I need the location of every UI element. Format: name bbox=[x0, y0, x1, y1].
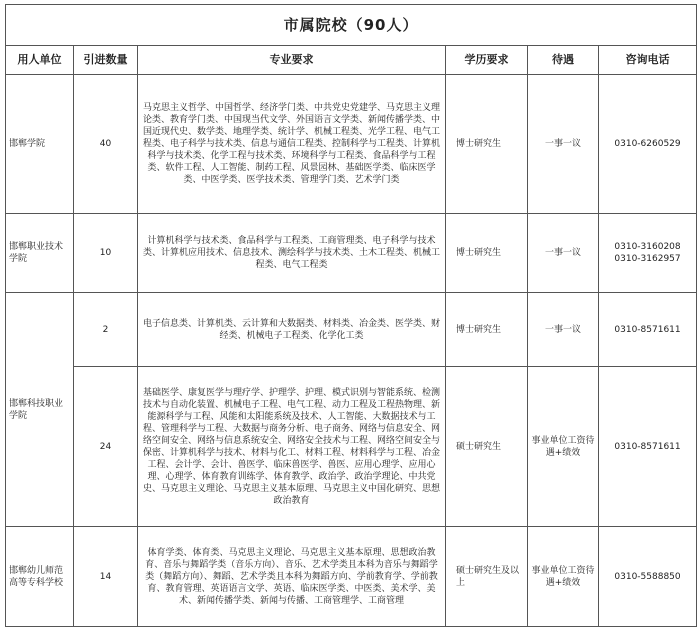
edu-cell: 硕士研究生 bbox=[446, 367, 528, 527]
count-cell: 10 bbox=[74, 214, 138, 293]
count-cell: 24 bbox=[74, 367, 138, 527]
benefit-cell: 事业单位工资待遇+绩效 bbox=[528, 527, 599, 627]
benefit-cell: 一事一议 bbox=[528, 293, 599, 367]
header-unit: 用人单位 bbox=[6, 46, 74, 75]
header-row bbox=[6, 46, 697, 75]
phone-cell: 0310-5588850 bbox=[599, 527, 697, 627]
benefit-cell: 事业单位工资待遇+绩效 bbox=[528, 367, 599, 527]
header-count: 引进数量 bbox=[74, 46, 138, 75]
benefit-cell: 一事一议 bbox=[528, 214, 599, 293]
unit-cell: 邯郸科技职业学院 bbox=[6, 293, 74, 527]
major-cell: 基础医学、康复医学与理疗学、护理学、护理、模式识别与智能系统、检测技术与自动化装置、机械电子工程、电气工程、动力工程及工程热物理、新能源科学与工程、风能和太阳能系统及技术、人工智能、大数据技术与工程、管理科学与工程、大数据与商务分析、电子商务、网络与信息安全、网络空间安全、网络与信息系统安全、网络安全技术与工程、网络空间安全与保密、计算机科学与技术、材料与化工、材料工程、材料科学与工程、冶金工程、会计学、会计、兽医学、临床兽医学、兽医、应用心理学、应用心理、心理学、体育教育训练学、体育教学、政治学、政治学理论、中共党史、马克思主义理论、马克思主义基本原理、马克思主义中国化研究、思想政治教育 bbox=[138, 367, 446, 527]
major-cell: 马克思主义哲学、中国哲学、经济学门类、中共党史党建学、马克思主义理论类、教育学门类、中国现当代文学、外国语言文学类、新闻传播学类、中国近现代史、数学类、地理学类、统计学、机械工程类、光学工程、电气工程类、电子科学与技术类、信息与通信工程类、控制科学与工程类、计算机科学与技术类、化学工程与技术类、环境科学与工程类、食品科学与工程类、软件工程、人工智能、制药工程、风景园林、基础医学类、临床医学类、中医学类、医学技术类、管理学门类、艺术学门类 bbox=[138, 75, 446, 214]
table-row bbox=[6, 367, 697, 527]
major-cell: 体育学类、体育类、马克思主义理论、马克思主义基本原理、思想政治教育、音乐与舞蹈学类（音乐方向）、音乐、艺术学类且本科为音乐与舞蹈学类（舞蹈方向）、舞蹈、艺术学类且本科为舞蹈方向、学前教育学、学前教育、教育管理、英语语言文学、英语、临床医学类、中医类、美术学、美术、新闻传播学类、新闻与传播、工商管理学、工商管理 bbox=[138, 527, 446, 627]
count-cell: 40 bbox=[74, 75, 138, 214]
table-row bbox=[6, 293, 697, 367]
header-major: 专业要求 bbox=[138, 46, 446, 75]
phone-cell: 0310-8571611 bbox=[599, 293, 697, 367]
table-row bbox=[6, 527, 697, 627]
header-edu: 学历要求 bbox=[446, 46, 528, 75]
phone-cell: 0310-3160208 0310-3162957 bbox=[599, 214, 697, 293]
edu-cell: 博士研究生 bbox=[446, 293, 528, 367]
table-title: 市属院校（90人） bbox=[6, 5, 697, 46]
table-row bbox=[6, 214, 697, 293]
benefit-cell: 一事一议 bbox=[528, 75, 599, 214]
header-phone: 咨询电话 bbox=[599, 46, 697, 75]
phone-cell: 0310-8571611 bbox=[599, 367, 697, 527]
unit-cell: 邯郸幼儿师范高等专科学校 bbox=[6, 527, 74, 627]
count-cell: 14 bbox=[74, 527, 138, 627]
major-cell: 计算机科学与技术类、食品科学与工程类、工商管理类、电子科学与技术类、计算机应用技术、信息技术、测绘科学与技术类、土木工程类、机械工程类、电气工程类 bbox=[138, 214, 446, 293]
edu-cell: 博士研究生 bbox=[446, 214, 528, 293]
header-benefit: 待遇 bbox=[528, 46, 599, 75]
edu-cell: 博士研究生 bbox=[446, 75, 528, 214]
table-row bbox=[6, 75, 697, 214]
unit-cell: 邯郸学院 bbox=[6, 75, 74, 214]
major-cell: 电子信息类、计算机类、云计算和大数据类、材料类、冶金类、医学类、财经类、机械电子工程类、化学化工类 bbox=[138, 293, 446, 367]
recruitment-table bbox=[5, 4, 697, 627]
phone-cell: 0310-6260529 bbox=[599, 75, 697, 214]
title-row bbox=[6, 5, 697, 46]
unit-cell: 邯郸职业技术学院 bbox=[6, 214, 74, 293]
edu-cell: 硕士研究生及以上 bbox=[446, 527, 528, 627]
count-cell: 2 bbox=[74, 293, 138, 367]
